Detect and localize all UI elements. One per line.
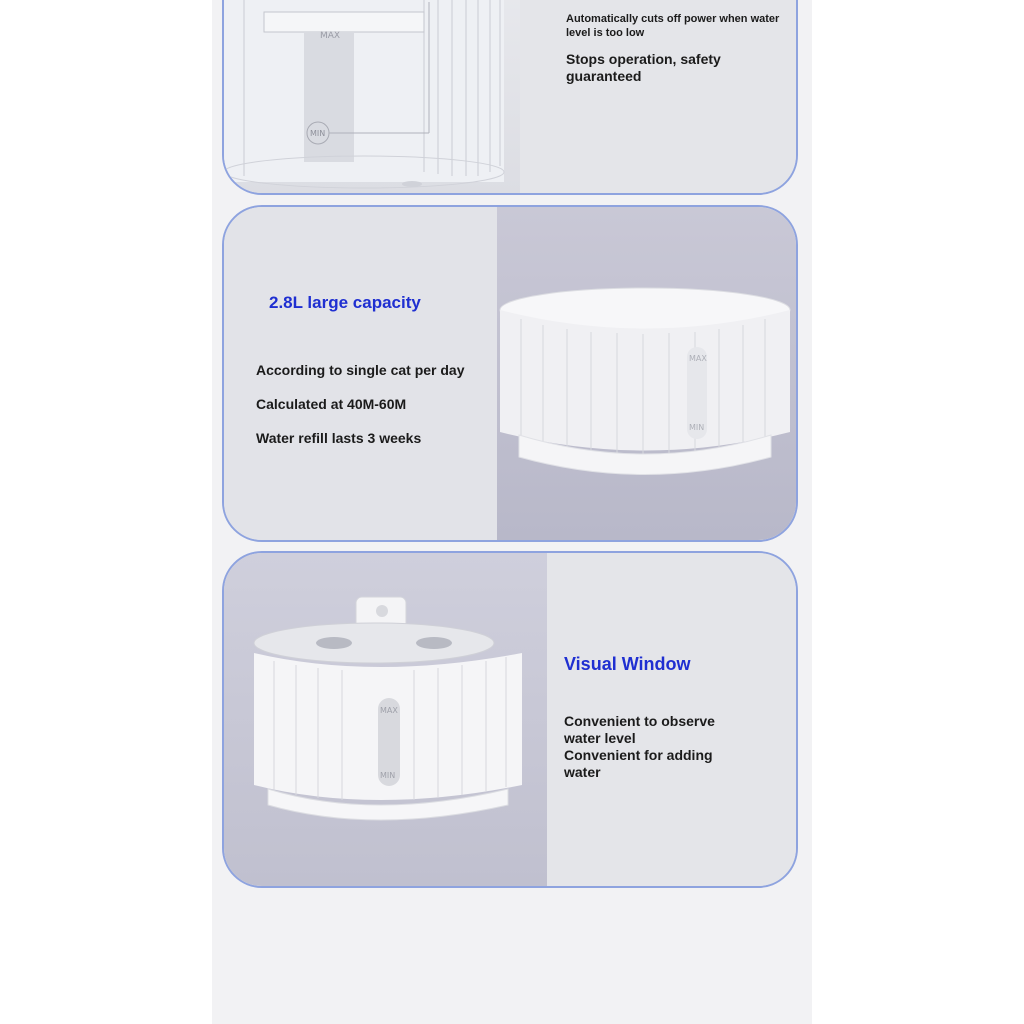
reservoir-max-label: MAX xyxy=(689,354,707,363)
window-line-2: Convenient for adding water xyxy=(564,747,713,780)
capacity-line-3: Water refill lasts 3 weeks xyxy=(256,430,422,446)
tank-min-label: MIN xyxy=(310,129,326,138)
tank-max-label: MAX xyxy=(320,31,341,41)
safety-text-panel xyxy=(520,0,796,193)
visual-window-headline: Visual Window xyxy=(564,654,691,674)
capacity-feature-card xyxy=(222,205,798,542)
visual-window-text-panel xyxy=(547,553,796,886)
capacity-text-panel xyxy=(224,207,497,540)
window-min-label: MIN xyxy=(380,771,396,780)
capacity-line-1: According to single cat per day xyxy=(256,362,465,378)
visual-window-card xyxy=(222,551,798,888)
reservoir-bowl-image xyxy=(497,207,796,540)
transparent-tank-image xyxy=(224,0,520,193)
capacity-headline: 2.8L large capacity xyxy=(269,293,421,312)
window-line-1: Convenient to observe water level xyxy=(564,713,715,746)
reservoir-min-label: MIN xyxy=(689,423,705,432)
capacity-line-2: Calculated at 40M-60M xyxy=(256,396,407,412)
window-max-label: MAX xyxy=(380,706,398,715)
fountain-product-image xyxy=(224,553,547,886)
power-cutoff-text: Automatically cuts off power when water level is too low xyxy=(566,13,780,39)
safety-guaranteed-text: Stops operation, safety guaranteed xyxy=(566,51,721,84)
safety-feature-card xyxy=(222,0,798,195)
